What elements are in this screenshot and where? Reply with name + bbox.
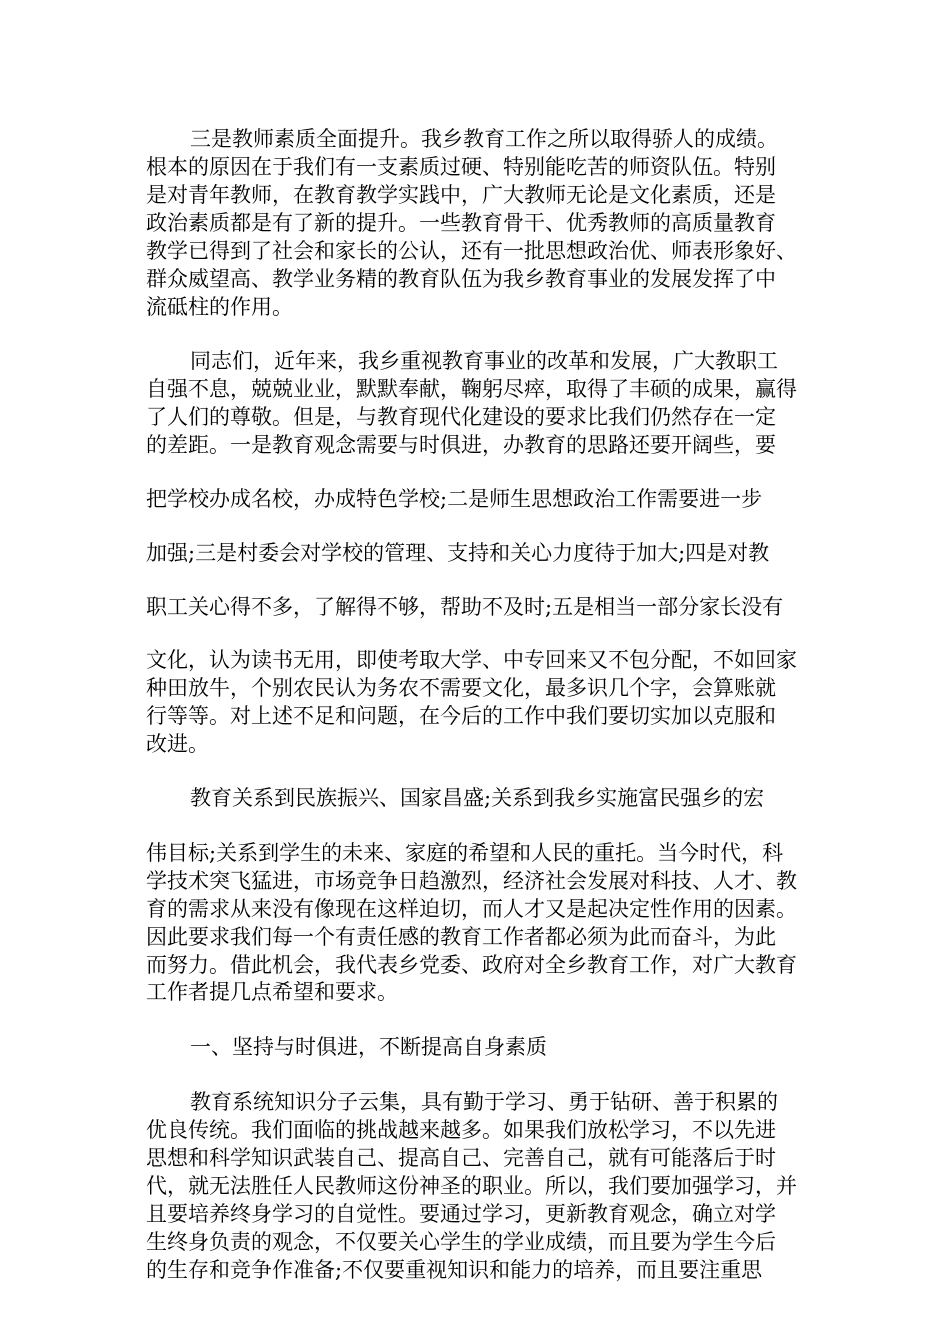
paragraph-1-line-5: 教学已得到了社会和家长的公认，还有一批思想政治优、师表形象好、 [146,239,797,263]
paragraph-4-line-6: 生终身负责的观念，不仅要关心学生的学业成绩，而且要为学生今后 [146,1230,776,1254]
paragraph-3-line-5: 因此要求我们每一个有责任感的教育工作者都必须为此而奋斗，为此 [146,925,776,949]
paragraph-1-line-3: 是对青年教师，在教育教学实践中，广大教师无论是文化素质，还是 [146,183,776,207]
paragraph-4-line-1: 教育系统知识分子云集，具有勤于学习、勇于钻研、善于积累的 [190,1090,778,1114]
paragraph-1-line-2: 根本的原因在于我们有一支素质过硬、特别能吃苦的师资队伍。特别 [146,155,776,179]
paragraph-4-line-2: 优良传统。我们面临的挑战越来越多。如果我们放松学习，不以先进 [146,1118,776,1142]
paragraph-3-line-2: 伟目标;关系到学生的未来、家庭的希望和人民的重托。当今时代，科 [146,841,784,865]
paragraph-3-line-7: 工作者提几点希望和要求。 [146,980,398,1004]
paragraph-2-line-4: 的差距。一是教育观念需要与时俱进，办教育的思路还要开阔些，要 [146,433,776,457]
paragraph-2-line-9: 种田放牛，个别农民认为务农不需要文化，最多识几个字，会算账就 [146,676,776,700]
paragraph-1-line-1: 三是教师素质全面提升。我乡教育工作之所以取得骄人的成绩。 [190,127,778,151]
paragraph-4-line-5: 且要培养终身学习的自觉性。要通过学习，更新教育观念，确立对学 [146,1202,776,1226]
paragraph-2-line-7: 职工关心得不多，了解得不够，帮助不及时;五是相当一部分家长没有 [146,595,784,619]
paragraph-3-line-1: 教育关系到民族振兴、国家昌盛;关系到我乡实施富民强乡的宏 [190,786,765,810]
paragraph-2-line-2: 自强不息，兢兢业业，默默奉献，鞠躬尽瘁，取得了丰硕的成果，赢得 [146,377,797,401]
paragraph-2-line-6: 加强;三是村委会对学校的管理、支持和关心力度待于加大;四是对教 [146,541,770,565]
paragraph-2-line-10: 行等等。对上述不足和问题，在今后的工作中我们要切实加以克服和 [146,704,776,728]
paragraph-1-line-4: 政治素质都是有了新的提升。一些教育骨干、优秀教师的高质量教育 [146,211,776,235]
section-heading-1: 一、坚持与时俱进，不断提高自身素质 [190,1035,547,1059]
paragraph-1-line-7: 流砥柱的作用。 [146,295,293,319]
paragraph-2-line-11: 改进。 [146,732,209,756]
paragraph-1-line-6: 群众威望高、教学业务精的教育队伍为我乡教育事业的发展发挥了中 [146,267,776,291]
paragraph-3-line-3: 学技术突飞猛进，市场竞争日趋激烈，经济社会发展对科技、人才、教 [146,869,797,893]
paragraph-4-line-7: 的生存和竞争作准备;不仅要重视知识和能力的培养，而且要注重思 [146,1258,763,1282]
paragraph-4-line-3: 思想和科学知识武装自己、提高自己、完善自己，就有可能落后于时 [146,1146,776,1170]
paragraph-2-line-3: 了人们的尊敬。但是，与教育现代化建设的要求比我们仍然存在一定 [146,405,776,429]
paragraph-2-line-1: 同志们，近年来，我乡重视教育事业的改革和发展，广大教职工 [190,349,778,373]
paragraph-4-line-4: 代，就无法胜任人民教师这份神圣的职业。所以，我们要加强学习，并 [146,1174,797,1198]
paragraph-2-line-5: 把学校办成名校，办成特色学校;二是师生思想政治工作需要进一步 [146,487,763,511]
paragraph-2-line-8: 文化，认为读书无用，即使考取大学、中专回来又不包分配，不如回家 [146,648,797,672]
paragraph-3-line-4: 育的需求从来没有像现在这样迫切，而人才又是起决定性作用的因素。 [146,897,797,921]
paragraph-3-line-6: 而努力。借此机会，我代表乡党委、政府对全乡教育工作，对广大教育 [146,953,797,977]
